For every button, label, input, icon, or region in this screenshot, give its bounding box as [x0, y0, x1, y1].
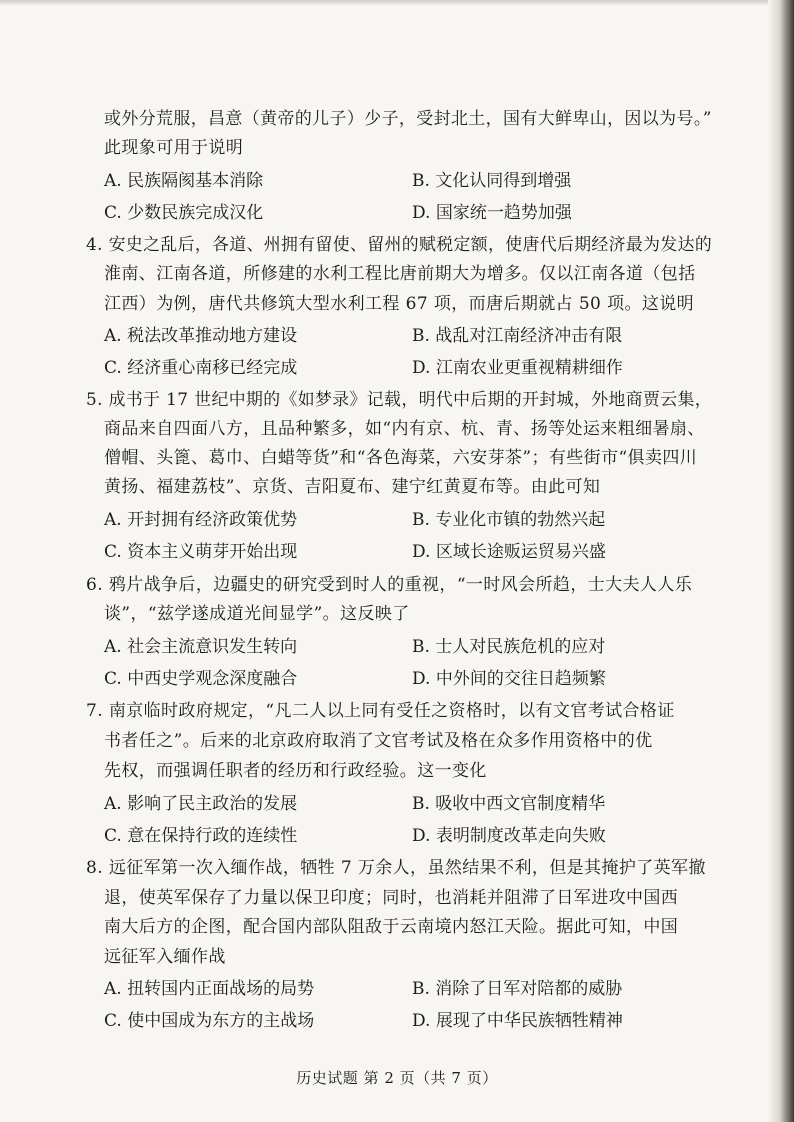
question-7-option-b[interactable]: B. 吸收中西文官制度精华 [412, 794, 606, 814]
question-7-option-c[interactable]: C. 意在保持行政的连续性 [104, 826, 298, 846]
question-7-option-a[interactable]: A. 影响了民主政治的发展 [104, 794, 298, 814]
question-8-line-2: 退，使英军保存了力量以保卫印度；同时，也消耗并阻滞了日军进攻中国西 [104, 888, 679, 908]
question-6-option-c[interactable]: C. 中西史学观念深度融合 [104, 669, 298, 689]
question-8-option-a[interactable]: A. 扭转国内正面战场的局势 [104, 979, 315, 999]
question-7-line-2: 书者任之”。后来的北京政府取消了文官考试及格在众多作用资格中的优 [104, 731, 653, 751]
question-3-option-b[interactable]: B. 文化认同得到增强 [412, 171, 572, 191]
question-8-line-4: 远征军入缅作战 [104, 947, 226, 967]
question-8-option-d[interactable]: D. 展现了中华民族牺牲精神 [412, 1011, 623, 1031]
question-5-option-b[interactable]: B. 专业化市镇的勃然兴起 [412, 510, 606, 530]
question-3-option-d[interactable]: D. 国家统一趋势加强 [412, 203, 572, 223]
question-6-option-a[interactable]: A. 社会主流意识发生转向 [104, 637, 298, 657]
question-3-line-2: 此现象可用于说明 [104, 138, 244, 158]
page-footer: 历史试题 第 2 页（共 7 页） [296, 1069, 498, 1087]
question-4-option-b[interactable]: B. 战乱对江南经济冲击有限 [412, 326, 623, 346]
question-6-option-d[interactable]: D. 中外间的交往日趋频繁 [412, 669, 606, 689]
question-7-option-d[interactable]: D. 表明制度改革走向失败 [412, 826, 606, 846]
question-3-option-a[interactable]: A. 民族隔阂基本消除 [104, 171, 264, 191]
question-5-line-2: 商品来自四面八方，且品种繁多，如“内有京、杭、青、扬等处运来粗细暑扇、 [104, 419, 705, 439]
question-4-line-2: 淮南、江南各道，所修建的水利工程比唐前期大为增多。仅以江南各道（包括 [104, 264, 696, 284]
question-8-line-1: 8. 远征军第一次入缅作战，牺牲 7 万余人，虽然结果不利，但是其掩护了英军撤 [86, 858, 706, 878]
question-7-line-3: 先权，而强调任职者的经历和行政经验。这一变化 [104, 761, 487, 781]
question-3-option-c[interactable]: C. 少数民族完成汉化 [104, 203, 264, 223]
question-8-option-c[interactable]: C. 使中国成为东方的主战场 [104, 1011, 315, 1031]
question-6-line-2: 谈”，“兹学遂成道光间显学”。这反映了 [104, 604, 410, 624]
question-3-line-1: 或外分荒服，昌意（黄帝的儿子）少子，受封北土，国有大鲜卑山，因以为号。” [104, 109, 712, 129]
question-4-line-3: 江西）为例，唐代共修筑大型水利工程 67 项，而唐后期就占 50 项。这说明 [104, 294, 695, 314]
question-5-line-1: 5. 成书于 17 世纪中期的《如梦录》记载，明代中后期的开封城，外地商贾云集， [86, 390, 713, 410]
question-8-line-3: 南大后方的企图，配合国内部队阻敌于云南境内怒江天险。据此可知，中国 [104, 917, 679, 937]
question-4-line-1: 4. 安史之乱后，各道、州拥有留使、留州的赋税定额，使唐代后期经济最为发达的 [86, 235, 713, 255]
question-5-line-3: 僧帽、头篦、葛巾、白蜡等货”和“各色海菜，六安芽茶”；有些街市“俱卖四川 [104, 448, 698, 468]
question-6-option-b[interactable]: B. 士人对民族危机的应对 [412, 637, 606, 657]
question-5-line-4: 黄扬、福建荔枝”、京货、吉阳夏布、建宁红黄夏布等。由此可知 [104, 477, 601, 497]
question-7-line-1: 7. 南京临时政府规定，“凡二人以上同有受任之资格时，以有文官考试合格证 [86, 701, 675, 721]
question-5-option-c[interactable]: C. 资本主义萌芽开始出现 [104, 542, 298, 562]
question-4-option-d[interactable]: D. 江南农业更重视精耕细作 [412, 358, 623, 378]
question-4-option-c[interactable]: C. 经济重心南移已经完成 [104, 358, 298, 378]
question-8-option-b[interactable]: B. 消除了日军对陪都的威胁 [412, 979, 623, 999]
question-5-option-a[interactable]: A. 开封拥有经济政策优势 [104, 510, 298, 530]
question-5-option-d[interactable]: D. 区域长途贩运贸易兴盛 [412, 542, 606, 562]
question-6-line-1: 6. 鸦片战争后，边疆史的研究受到时人的重视，“一时风会所趋，士大夫人人乐 [86, 575, 693, 595]
question-4-option-a[interactable]: A. 税法改革推动地方建设 [104, 326, 298, 346]
